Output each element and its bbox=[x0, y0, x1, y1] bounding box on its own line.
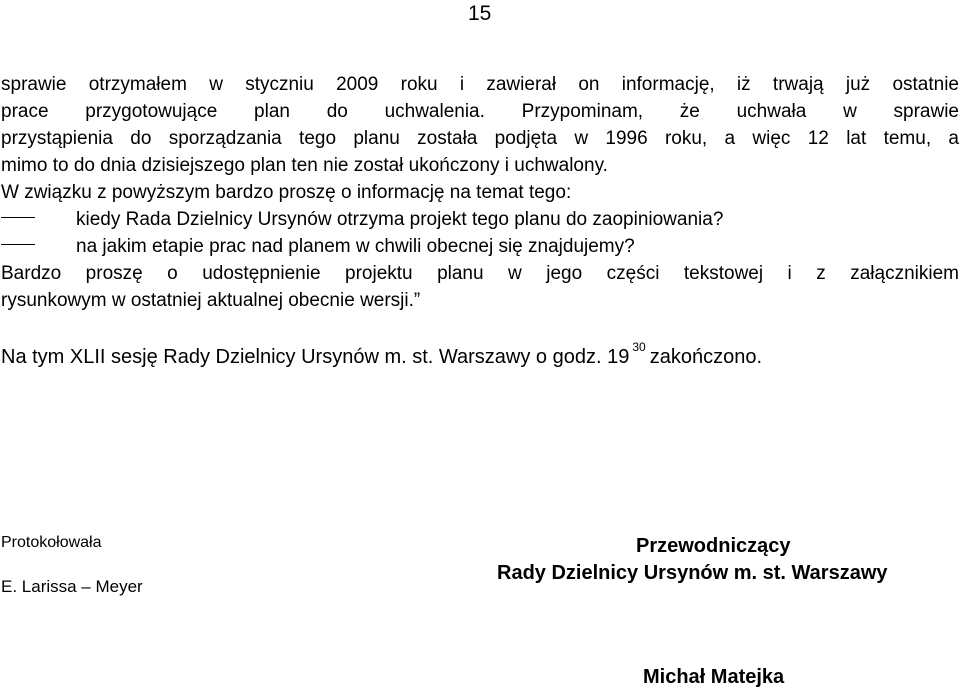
closing-text-end: zakończono. bbox=[649, 346, 762, 368]
question-text: na jakim etapie prac nad planem w chwili obecnej się znajdujemy? bbox=[76, 236, 635, 257]
paragraph-request bbox=[1, 260, 959, 314]
paragraph-line: mimo to do dnia dzisiejszego plan ten nie został ukończony i uchwalony. bbox=[1, 155, 608, 176]
chair-body: Rady Dzielnicy Ursynów m. st. Warszawy bbox=[497, 562, 888, 584]
closing-statement bbox=[1, 342, 762, 374]
question-item bbox=[1, 233, 635, 260]
recorder-name: E. Larissa – Meyer bbox=[1, 577, 143, 596]
dash-bullet bbox=[1, 217, 35, 218]
paragraph-line: sprawie otrzymałem w styczniu 2009 roku i zawierał on informację, iż trwają już ostatnie bbox=[1, 74, 959, 95]
paragraph-line: prace przygotowujące plan do uchwalenia. Przypominam, że uchwała w sprawie bbox=[1, 101, 959, 122]
closing-time-minutes: 30 bbox=[632, 340, 646, 354]
chair-title: Przewodniczący bbox=[636, 535, 791, 557]
paragraph-line: rysunkowym w ostatniej aktualnej obecnie wersji.” bbox=[1, 290, 421, 311]
question-text: kiedy Rada Dzielnicy Ursynów otrzyma projekt tego planu do zaopiniowania? bbox=[76, 209, 724, 230]
closing-text: Na tym XLII sesję Rady Dzielnicy Ursynów m. st. Warszawy o godz. 19 bbox=[1, 346, 630, 368]
page-number: 15 bbox=[468, 2, 492, 25]
paragraph-line: Bardzo proszę o udostępnienie projektu planu w jego części tekstowej i z załącznikiem bbox=[1, 263, 959, 284]
recorder-title: Protokołowała bbox=[1, 534, 102, 551]
dash-bullet bbox=[1, 244, 35, 245]
question-item bbox=[1, 206, 723, 233]
chair-name: Michał Matejka bbox=[643, 666, 785, 688]
request-intro: W związku z powyższym bardzo proszę o informację na temat tego: bbox=[1, 182, 572, 203]
paragraph-main bbox=[1, 71, 959, 206]
paragraph-line: przystąpienia do sporządzania tego planu została podjęta w 1996 roku, a więc 12 lat temu, a bbox=[1, 128, 959, 149]
